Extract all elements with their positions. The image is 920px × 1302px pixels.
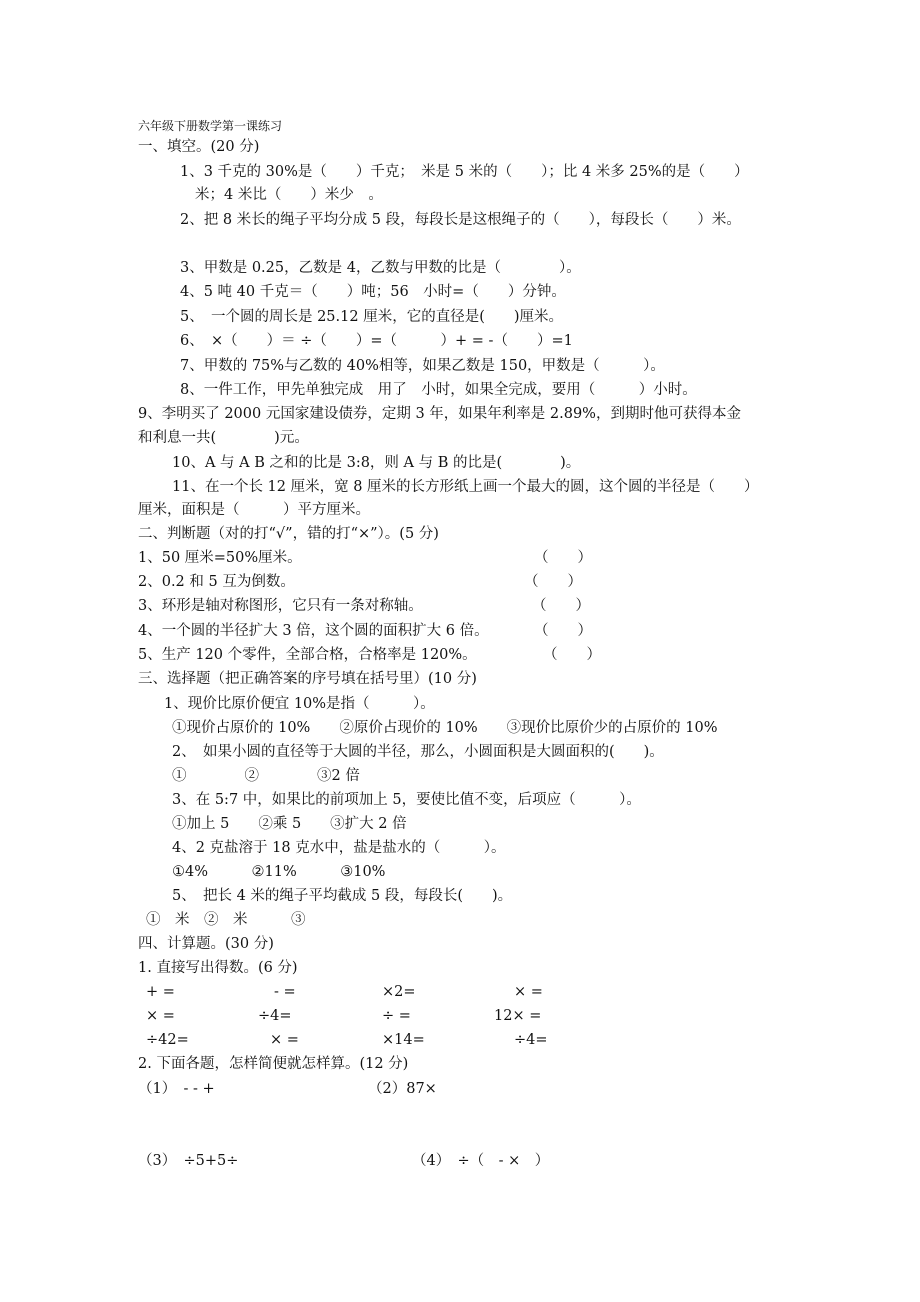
calc-cell: ÷ = xyxy=(382,1008,411,1024)
judge-item-1: 1、50 厘米=50%厘米。 xyxy=(138,550,302,566)
calc-part-1: 1. 直接写出得数。(6 分) xyxy=(138,960,298,976)
choice-q4-options: ①4% ②11% ③10% xyxy=(172,864,386,880)
simplify-item-3: （3） ÷5+5÷ xyxy=(138,1153,239,1169)
choice-q1: 1、现价比原价便宜 10%是指（ ）。 xyxy=(164,696,435,712)
calc-part-2: 2. 下面各题，怎样简便就怎样算。(12 分) xyxy=(138,1056,409,1072)
worksheet-title: 六年级下册数学第一课练习 xyxy=(138,119,283,133)
calc-cell: - = xyxy=(274,984,296,1000)
calc-cell: × = xyxy=(270,1032,299,1048)
judge-item-3: 3、环形是轴对称图形，它只有一条对称轴。 xyxy=(138,598,423,614)
calc-cell: ÷42= xyxy=(146,1032,189,1048)
fill-q9-line2: 和利息一共( )元。 xyxy=(138,430,309,446)
choice-q4: 4、2 克盐溶于 18 克水中，盐是盐水的（ ）。 xyxy=(172,840,506,856)
fill-q5: 5、 一个圆的周长是 25.12 厘米，它的直径是( )厘米。 xyxy=(180,309,564,325)
simplify-item-4: （4） ÷（ - × ） xyxy=(412,1153,550,1169)
section-2-heading: 二、判断题（对的打“√”，错的打“×”）。(5 分) xyxy=(138,526,439,542)
choice-q3-options: ①加上 5 ②乘 5 ③扩大 2 倍 xyxy=(172,816,407,832)
calc-cell: ×2= xyxy=(382,984,416,1000)
section-3-heading: 三、选择题（把正确答案的序号填在括号里）(10 分) xyxy=(138,671,477,687)
calc-cell: + = xyxy=(146,984,175,1000)
calc-cell: × = xyxy=(514,984,543,1000)
choice-q5-options: ① 米 ② 米 ③ xyxy=(146,912,306,928)
fill-q3: 3、甲数是 0.25，乙数是 4，乙数与甲数的比是（ ）。 xyxy=(180,260,581,276)
fill-q1-line2: 米；4 米比（ ）米少 。 xyxy=(195,187,383,203)
fill-q11-line2: 厘米，面积是（ ）平方厘米。 xyxy=(138,502,370,518)
fill-q4: 4、5 吨 40 千克＝（ ）吨；56 小时=（ ）分钟。 xyxy=(180,284,566,300)
choice-q5: 5、 把长 4 米的绳子平均截成 5 段，每段长( )。 xyxy=(172,888,513,904)
fill-q11-line1: 11、在一个长 12 厘米，宽 8 厘米的长方形纸上画一个最大的圆，这个圆的半径是（ ） xyxy=(172,479,759,495)
fill-q6: 6、 ×（ ）＝ ÷（ ）=（ ）+ = -（ ）=1 xyxy=(180,333,573,349)
choice-q1-options: ①现价占原价的 10% ②原价占现价的 10% ③现价比原价少的占原价的 10% xyxy=(172,720,718,736)
judge-item-4-box: （ ） xyxy=(534,623,592,639)
calc-cell: ×14= xyxy=(382,1032,425,1048)
section-4-heading: 四、计算题。(30 分) xyxy=(138,936,274,952)
fill-q9-line1: 9、李明买了 2000 元国家建设债券，定期 3 年，如果年利率是 2.89%，到期时他可获得本金 xyxy=(138,406,741,422)
calc-cell: × = xyxy=(146,1008,175,1024)
judge-item-2: 2、0.2 和 5 互为倒数。 xyxy=(138,574,295,590)
simplify-item-2: （2）87× xyxy=(368,1081,437,1097)
calc-cell: ÷4= xyxy=(514,1032,548,1048)
calc-cell: ÷4= xyxy=(258,1008,292,1024)
simplify-item-1: （1） - - + xyxy=(138,1081,215,1097)
fill-q2: 2、把 8 米长的绳子平均分成 5 段，每段长是这根绳子的（ ），每段长（ ）米。 xyxy=(180,212,741,228)
fill-q7: 7、甲数的 75%与乙数的 40%相等，如果乙数是 150，甲数是（ ）。 xyxy=(180,358,665,374)
calc-cell: 12× = xyxy=(494,1008,542,1024)
judge-item-3-box: （ ） xyxy=(532,598,590,614)
choice-q2-options: ① ② ③2 倍 xyxy=(172,768,360,784)
judge-item-1-box: （ ） xyxy=(534,550,592,566)
fill-q10: 10、A 与 A B 之和的比是 3:8，则 A 与 B 的比是( )。 xyxy=(172,455,581,471)
fill-q1-line1: 1、3 千克的 30%是（ ）千克； 米是 5 米的（ ）；比 4 米多 25%的是（ ） xyxy=(180,164,749,180)
choice-q2: 2、 如果小圆的直径等于大圆的半径，那么，小圆面积是大圆面积的( )。 xyxy=(172,744,664,760)
judge-item-5-box: （ ） xyxy=(543,647,601,663)
judge-item-5: 5、生产 120 个零件，全部合格，合格率是 120%。 xyxy=(138,647,477,663)
choice-q3: 3、在 5:7 中，如果比的前项加上 5，要使比值不变，后项应（ ）。 xyxy=(172,792,641,808)
fill-q8: 8、一件工作，甲先单独完成 用了 小时，如果全完成，要用（ ）小时。 xyxy=(180,382,697,398)
judge-item-2-box: （ ） xyxy=(524,574,582,590)
section-1-heading: 一、填空。(20 分) xyxy=(138,139,260,155)
judge-item-4: 4、一个圆的半径扩大 3 倍，这个圆的面积扩大 6 倍。 xyxy=(138,623,489,639)
